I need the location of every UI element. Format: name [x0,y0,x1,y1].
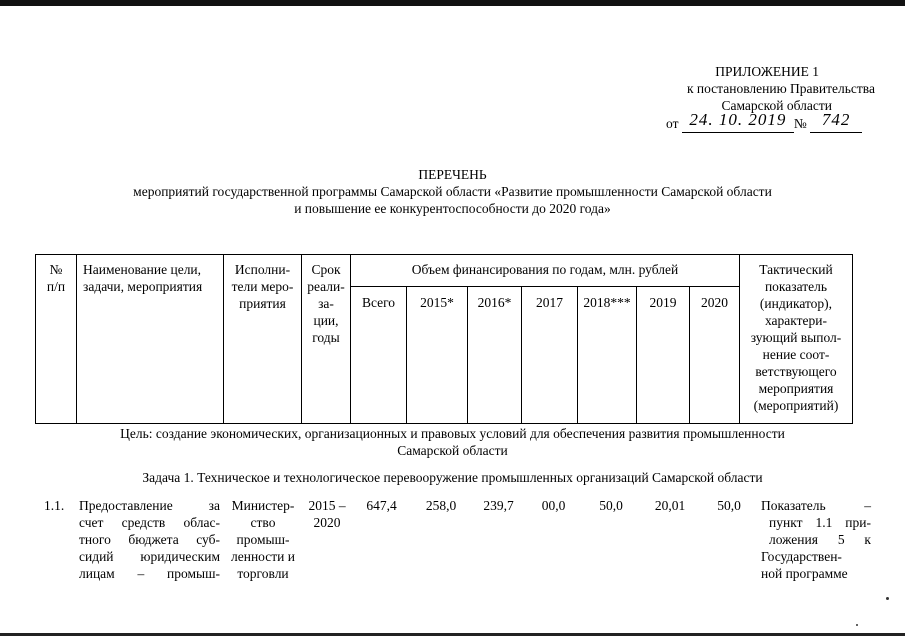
row-value-2020: 50,0 [717,498,741,513]
row-value-total: 647,4 [366,498,397,513]
row-value-2018: 50,0 [599,498,623,513]
row-value-2015: 258,0 [425,498,457,513]
date-handwritten: 24. 10. 2019 [689,110,787,129]
goal-line1: Цель: создание экономических, организационных и правовых условий для обеспечения развития промышленности [120,426,785,441]
header-indicator: Тактический показатель (индикатор), характери- зующий выпол- нение соот- ветствующего мероприятия (мероприятий) [740,255,853,424]
number-field [810,110,862,133]
header-col-2020: 2020 [690,287,740,424]
scan-bottom-edge [0,633,905,636]
header-num: № п/п [36,255,77,424]
header-col-2017: 2017 [522,287,578,424]
header-col-total: Всего [351,287,407,424]
scan-speck [886,597,889,600]
document-heading: ПЕРЕЧЕНЬ [418,167,487,182]
document-subtitle-line1: мероприятий государственной программы Самарской области «Развитие промышленности Самарской области [133,184,772,199]
document-subtitle-line2: и повышение ее конкурентоспособности до 2020 года» [294,201,611,216]
row-value-2019: 20,01 [654,498,686,513]
row-indicator: Показатель – пункт 1.1 при- ложения 5 к Государствен- ной программе [761,498,871,581]
date-prefix: от [666,116,679,131]
row-executor: Министер- ство промыш- ленности и торговли [231,498,295,581]
scan-speck [856,624,858,626]
header-executors: Исполни- тели меро- приятия [224,255,302,424]
row-term: 2015 – 2020 [308,498,346,530]
header-col-2016: 2016* [468,287,522,424]
scan-top-edge [0,0,905,6]
task-title: Задача 1. Техническое и технологическое перевооружение промышленных организаций Самарской области [142,470,763,485]
appendix-line3: Самарской области [721,98,832,113]
header-col-2019: 2019 [637,287,690,424]
header-col-2015: 2015* [407,287,468,424]
header-term: Срок реали- за- ции, годы [302,255,351,424]
goal-line2: Самарской области [397,443,508,458]
header-col-2018: 2018*** [578,287,637,424]
row-value-2016: 239,7 [483,498,514,513]
appendix-line2: к постановлению Правительства [686,81,875,96]
header-table [35,254,853,424]
number-prefix: № [793,116,807,131]
header-funding-title: Объем финансирования по годам, млн. рублей [351,255,740,287]
date-field [682,110,794,133]
row-name: Предоставление за счет средств облас- тного бюджета суб- сидий юридическим лицам – промыш- [79,498,220,581]
header-name: Наименование цели, задачи, мероприятия [77,255,224,424]
row-number: 1.1. [44,498,65,513]
appendix-date-line [666,110,862,133]
appendix-title: ПРИЛОЖЕНИЕ 1 [715,64,819,79]
number-handwritten: 742 [821,110,851,129]
row-value-2017: 00,0 [541,498,566,513]
